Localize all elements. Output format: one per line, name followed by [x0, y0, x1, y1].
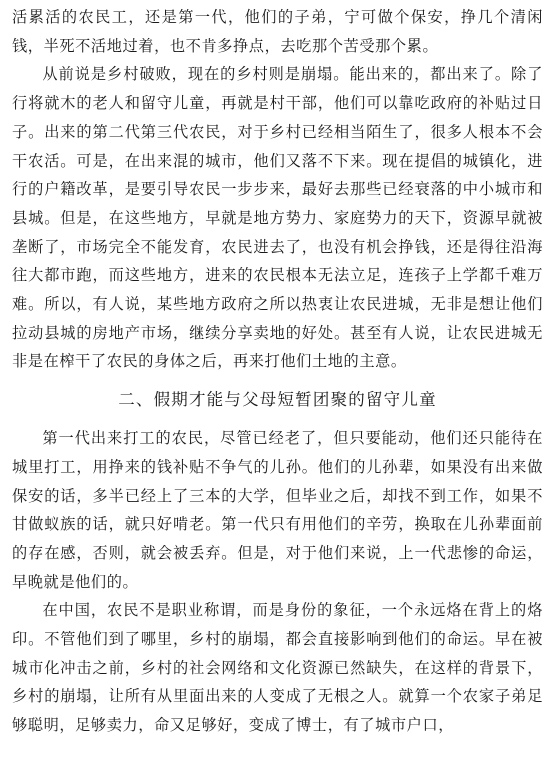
paragraph-first-generation: 第一代出来打工的农民，尽管已经老了，但只要能动，他们还只能待在城里打工，用挣来的钱补贴不争气的儿孙。他们的儿孙辈，如果没有出来做保安的话，多半已经上了三本的大学，但毕业之后，却找不到工作，如果不甘做蚁族的话，就只好啃老。第一代只有用他们的辛劳，换取在儿孙辈面前的存在感，否则，就会被丢弃。但是，对于他们来说，上一代悲惨的命运，早晚就是他们的。: [12, 429, 543, 591]
paragraph-village-collapse: 从前说是乡村破败，现在的乡村则是崩塌。能出来的，都出来了。除了行将就木的老人和留守儿童，再就是村干部，他们可以靠吃政府的补贴过日子。出来的第二代第三代农民，对于乡村已经相当陌生了，很多人根本不会干农活。可是，在出来混的城市，他们又落不下来。现在提倡的城镇化，进行的户籍改革，是要引导农民一步步来，最好去那些已经衰落的中小城市和县城。但是，在这些地方，早就是地方势力、家庭势力的天下，资源早就被垄断了，市场完全不能发育，农民进去了，也没有机会挣钱，还是得往沿海往大都市跑，而这些地方，进来的农民根本无法立足，连孩子上学都千难万难。所以，有人说，某些地方政府之所以热衷让农民进城，无非是想让他们拉动县城的房地产市场，继续分享卖地的好处。甚至有人说，让农民进城无非是在榨干了农民的身体之后，再来打他们土地的主意。: [12, 65, 543, 371]
paragraph-farmer-identity: 在中国，农民不是职业称谓，而是身份的象征，一个永远烙在背上的烙印。不管他们到了哪里，乡村的崩塌，都会直接影响到他们的命运。早在被城市化冲击之前，乡村的社会网络和文化资源已然缺失，在这样的背景下，乡村的崩塌，让所有从里面出来的人变成了无根之人。就算一个农家子弟足够聪明，足够卖力，命又足够好，变成了博士，有了城市户口，: [12, 601, 543, 735]
section-heading: 二、假期才能与父母短暂团聚的留守儿童: [118, 390, 437, 410]
paragraph-continuation: 活累活的农民工，还是第一代，他们的子弟，宁可做个保安，挣几个清闲钱，半死不活地过着，也不肯多挣点，去吃那个苦受那个累。: [12, 8, 543, 55]
document-page: [12, 0, 543, 740]
